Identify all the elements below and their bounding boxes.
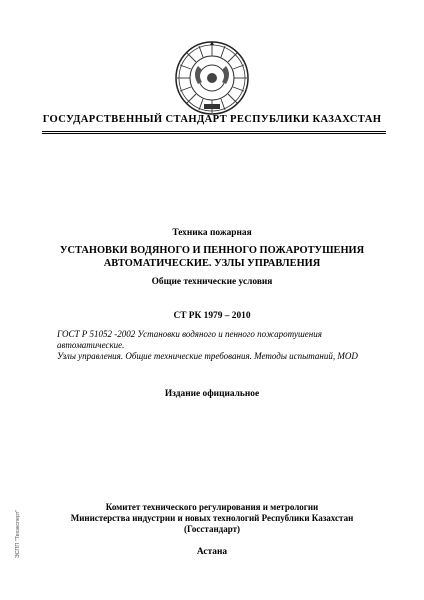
standard-code: СТ РК 1979 – 2010 <box>173 311 251 321</box>
committee-line: Комитет технического регулирования и метрологии <box>105 502 319 512</box>
document-topic: Техника пожарная <box>172 228 252 238</box>
gost-reference-line: ГОСТ Р 51052 -2002 Установки водяного и пенного пожаротушения автоматические. <box>57 329 322 351</box>
issuing-committee <box>0 502 424 536</box>
publication-city: Астана <box>196 547 228 557</box>
document-title-line: АВТОМАТИЧЕСКИЕ. УЗЛЫ УПРАВЛЕНИЯ <box>103 257 321 269</box>
kazakhstan-state-emblem-icon <box>174 40 250 116</box>
state-standard-heading: ГОСУДАРСТВЕННЫЙ СТАНДАРТ РЕСПУБЛИКИ КАЗАХСТАН <box>42 114 382 125</box>
gost-reference <box>57 329 387 363</box>
header-rule-top <box>42 131 386 132</box>
document-title-line: УСТАНОВКИ ВОДЯНОГО И ПЕННОГО ПОЖАРОТУШЕНИЯ <box>59 245 365 256</box>
document-subtitle: Общие технические условия <box>151 277 273 287</box>
gost-reference-line: Узлы управления. Общие технические требования. Методы испытаний, MOD <box>57 351 358 362</box>
committee-line: (Госстандарт) <box>184 524 240 535</box>
document-title <box>0 245 424 270</box>
side-watermark-text: ЭСПП "Техэксперт" <box>15 509 21 559</box>
committee-line: Министерства индустрии и новых технологий Республики Казахстан <box>70 513 354 524</box>
edition-label: Издание официальное <box>164 389 260 399</box>
header-rule-bottom <box>42 133 386 134</box>
